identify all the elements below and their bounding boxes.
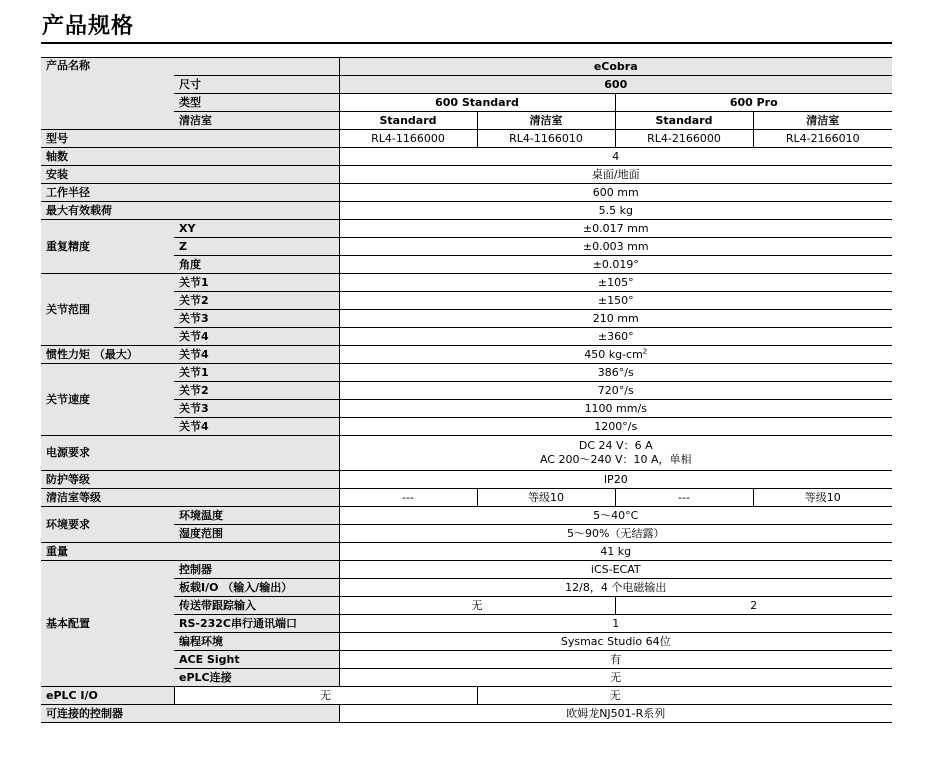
axes-value: 4 [339,148,892,166]
reach-value: 600 mm [339,184,892,202]
range-label: 关节范围 [41,274,174,346]
eplc-io-label: ePLC I/O [41,687,174,705]
env-hum-value: 5～90%（无结露） [339,525,892,543]
ace-sight-label: ACE Sight [174,651,339,669]
range-j3-label: 关节3 [174,310,339,328]
model-label: 型号 [41,130,339,148]
controllers-value: 欧姆龙NJ501-R系列 [339,705,892,723]
weight-value: 41 kg [339,543,892,561]
type-label: 类型 [174,94,339,112]
eplc-io-pro: 无 [477,687,753,705]
inertia-j4-value: 450 $kg-cm^2$ [339,346,892,364]
eplc-conn-value: 无 [339,669,892,687]
spec-table [41,57,892,723]
table-row [41,130,892,148]
variant-1: Standard [339,112,477,130]
protection-label: 防护等级 [41,471,339,489]
table-row [41,346,892,364]
table-row [41,471,892,489]
weight-label: 重量 [41,543,339,561]
type-standard: 600 Standard [339,94,615,112]
repeat-xy-value: ±0.017 mm [339,220,892,238]
repeat-z-value: ±0.003 mm [339,238,892,256]
env-label: 环境要求 [41,507,174,543]
model-1: RL4-1166000 [339,130,477,148]
mount-value: 桌面/地面 [339,166,892,184]
range-j2-value: ±150° [339,292,892,310]
rs232-value: 1 [339,615,892,633]
product-name-label: 产品名称 [41,58,174,130]
range-j4-label: 关节4 [174,328,339,346]
speed-j3-value: 1100 mm/s [339,400,892,418]
repeat-label: 重复精度 [41,220,174,274]
power-value [339,436,892,471]
payload-label: 最大有效载荷 [41,202,339,220]
superscript: 2 [642,346,648,355]
repeat-z-label: Z [174,238,339,256]
range-j1-label: 关节1 [174,274,339,292]
model-2: RL4-1166010 [477,130,615,148]
speed-j1-label: 关节1 [174,364,339,382]
mount-label: 安装 [41,166,339,184]
env-hum-label: 湿度范围 [174,525,339,543]
env-temp-value: 5～40°C [339,507,892,525]
table-row [41,507,892,525]
range-j2-label: 关节2 [174,292,339,310]
cleanroom-grade-4: 等级10 [753,489,892,507]
speed-label: 关节速度 [41,364,174,436]
power-ac: AC 200～240 V：10 A，单相 [539,453,692,466]
table-row [41,436,892,471]
repeat-xy-label: XY [174,220,339,238]
cleanroom-grade-1: --- [339,489,477,507]
prog-env-label: 编程环境 [174,633,339,651]
repeat-angle-value: ±0.019° [339,256,892,274]
conveyor-pro: 2 [615,597,892,615]
type-pro: 600 Pro [615,94,892,112]
config-label: 基本配置 [41,561,174,687]
table-row [41,561,892,579]
title-rule [41,42,892,44]
product-name: eCobra [339,58,892,76]
table-row [41,58,892,76]
table-row [41,202,892,220]
protection-value: IP20 [339,471,892,489]
table-row [41,705,892,723]
size-label: 尺寸 [174,76,339,94]
table-row [41,166,892,184]
cleanroom-label: 清洁室 [174,112,339,130]
table-row [41,148,892,166]
power-label: 电源要求 [41,436,339,471]
speed-j2-value: 720°/s [339,382,892,400]
controller-value: iCS-ECAT [339,561,892,579]
ace-sight-value: 有 [339,651,892,669]
controllers-label: 可连接的控制器 [41,705,339,723]
conveyor-label: 传送带跟踪输入 [174,597,339,615]
power-dc: DC 24 V：6 A [578,439,653,452]
controller-label: 控制器 [174,561,339,579]
cleanroom-grade-2: 等级10 [477,489,615,507]
range-j4-value: ±360° [339,328,892,346]
env-temp-label: 环境温度 [174,507,339,525]
eplc-conn-label: ePLC连接 [174,669,339,687]
size-value: 600 [339,76,892,94]
speed-j4-value: 1200°/s [339,418,892,436]
table-row [41,489,892,507]
payload-value: 5.5 kg [339,202,892,220]
onboard-io-value: 12/8，4 个电磁输出 [339,579,892,597]
cleanroom-grade-3: --- [615,489,753,507]
speed-j3-label: 关节3 [174,400,339,418]
conveyor-standard: 无 [339,597,615,615]
speed-j4-label: 关节4 [174,418,339,436]
range-j3-value: 210 mm [339,310,892,328]
variant-2: 清洁室 [477,112,615,130]
table-row [41,364,892,382]
speed-j1-value: 386°/s [339,364,892,382]
rs232-label: RS-232C串行通讯端口 [174,615,339,633]
inertia-j4-label: 关节4 [174,346,339,364]
variant-4: 清洁室 [753,112,892,130]
reach-label: 工作半径 [41,184,339,202]
table-row [41,274,892,292]
cleanroom-grade-label: 清洁室等级 [41,489,339,507]
speed-j2-label: 关节2 [174,382,339,400]
model-3: RL4-2166000 [615,130,753,148]
onboard-io-label: 板载I/O （输入/输出） [174,579,339,597]
variant-3: Standard [615,112,753,130]
eplc-io-standard: 无 [174,687,477,705]
table-row [41,184,892,202]
model-4: RL4-2166010 [753,130,892,148]
table-row [41,220,892,238]
prog-env-value: Sysmac Studio 64位 [339,633,892,651]
repeat-angle-label: 角度 [174,256,339,274]
page-title: 产品规格 [42,14,135,39]
table-row [41,543,892,561]
axes-label: 轴数 [41,148,339,166]
range-j1-value: ±105° [339,274,892,292]
inertia-label: 惯性力矩 （最大） [41,346,174,364]
table-row [41,687,892,705]
